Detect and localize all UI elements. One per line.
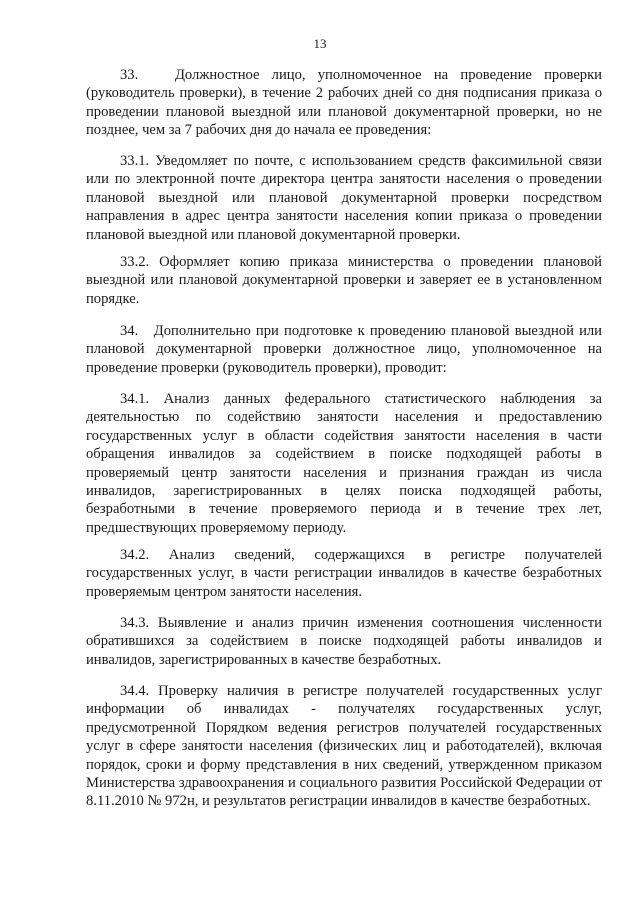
paragraph-33-2: 33.2. Оформляет копию приказа министерства о проведении плановой выездной или плановой документарной проверки и заверяет ее в установленном порядке. [86,254,602,307]
paragraph-34-2: 34.2. Анализ сведений, содержащихся в регистре получателей государственных услуг, в части регистрации инвалидов в качестве безработных проверяемым центром занятости населения. [86,547,602,600]
paragraph-33: 33. Должностное лицо, уполномоченное на проведение проверки (руководитель проверки), в течение 2 рабочих дней со дня подписания приказа о проведении плановой выездной или плановой документарной проверки, но не позднее, чем за 7 рабочих дня до начала ее проведения: [86,67,602,139]
paragraph-34: 34. Дополнительно при подготовке к проведению плановой выездной или плановой документарной проверки должностное лицо, уполномоченное на проведение проверки (руководитель проверки), проводит: [86,323,602,376]
paragraph-34-3: 34.3. Выявление и анализ причин изменения соотношения численности обратившихся за содействием в поиске подходящей работы инвалидов и инвалидов, зарегистрированных в качестве безработных. [86,615,602,668]
page-number: 13 [313,36,327,51]
paragraph-34-1: 34.1. Анализ данных федерального статистического наблюдения за деятельностью по содействию занятости населения и предоставлению государственных услуг в области содействия занятости населения в части обращения инвалидов за содействием в поиске подходящей работы в проверяемый центр занятости населения и признания граждан из числа инвалидов, зарегистрированных в целях поиска подходящей работы, безработными в течение проверяемого периода и в течение трех лет, предшествующих проверяемому периоду. [86,391,602,536]
paragraph-34-4: 34.4. Проверку наличия в регистре получателей государственных услуг информации об инвалидах - получателях государственных услуг, предусмотренной Порядком ведения регистров получателей государственных услуг в сфере занятости населения (физических лиц и работодателей), включая порядок, сроки и форму представления в них сведений, утвержденном приказом Министерства здравоохранения и социального развития Российской Федерации от 8.11.2010 № 972н, и результатов регистрации инвалидов в качестве безработных. [86,683,602,810]
paragraph-33-1: 33.1. Уведомляет по почте, с использованием средств факсимильной связи или по электронной почте директора центра занятости населения о проведении плановой выездной или плановой документарной проверки посредством направления в адрес центра занятости населения копии приказа о проведении плановой выездной или плановой документарной проверки. [86,153,602,243]
